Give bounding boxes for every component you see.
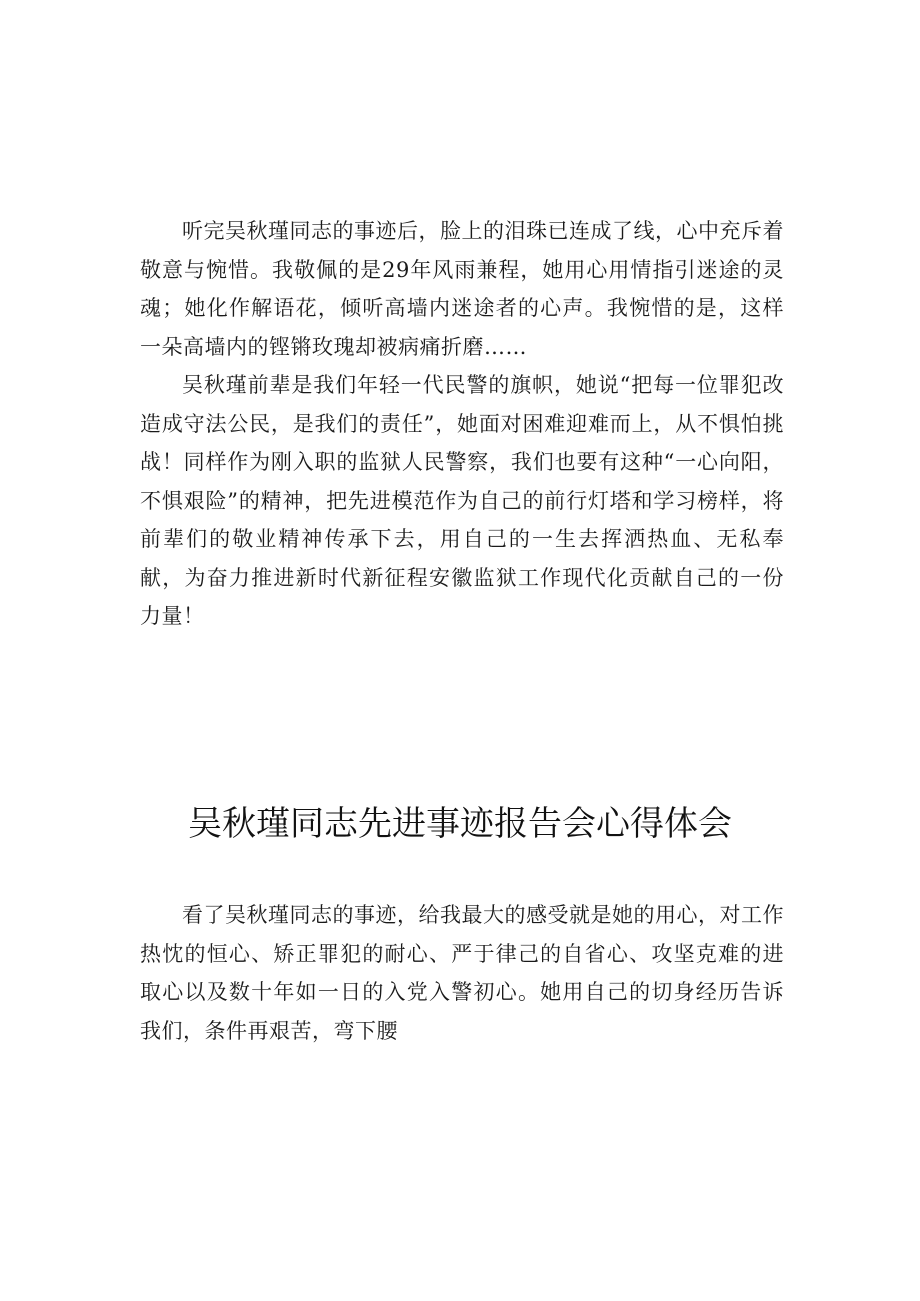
paragraph-2: 吴秋瑾前辈是我们年轻一代民警的旗帜，她说“把每一位罪犯改造成守法公民，是我们的责任”，她面对困难迎难而上，从不惧怕挑战！同样作为刚入职的监狱人民警察，我们也要有这种“一心向阳，不惧艰险”的精神，把先进模范作为自己的前行灯塔和学习榜样，将前辈们的敬业精神传承下去，用自己的一生去挥洒热血、无私奉献，为奋力推进新时代新征程安徽监狱工作现代化贡献自己的一份力量！ (140, 373, 784, 628)
section-title: 吴秋瑾同志先进事迹报告会心得体会 (188, 804, 732, 844)
paragraph-3: 看了吴秋瑾同志的事迹，给我最大的感受就是她的用心，对工作热忱的恒心、矫正罪犯的耐心、严于律己的自省心、攻坚克难的进取心以及数十年如一日的入党入警初心。她用自己的切身经历告诉我们，条件再艰苦，弯下腰 (140, 903, 784, 1043)
article-body-bottom (140, 896, 784, 1050)
article-body-top (140, 212, 784, 636)
paragraph-1: 听完吴秋瑾同志的事迹后，脸上的泪珠已连成了线，心中充斥着敬意与惋惜。我敬佩的是29年风雨兼程，她用心用情指引迷途的灵魂；她化作解语花，倾听高墙内迷途者的心声。我惋惜的是，这样一朵高墙内的铿锵玫瑰却被病痛折磨…… (140, 219, 784, 359)
